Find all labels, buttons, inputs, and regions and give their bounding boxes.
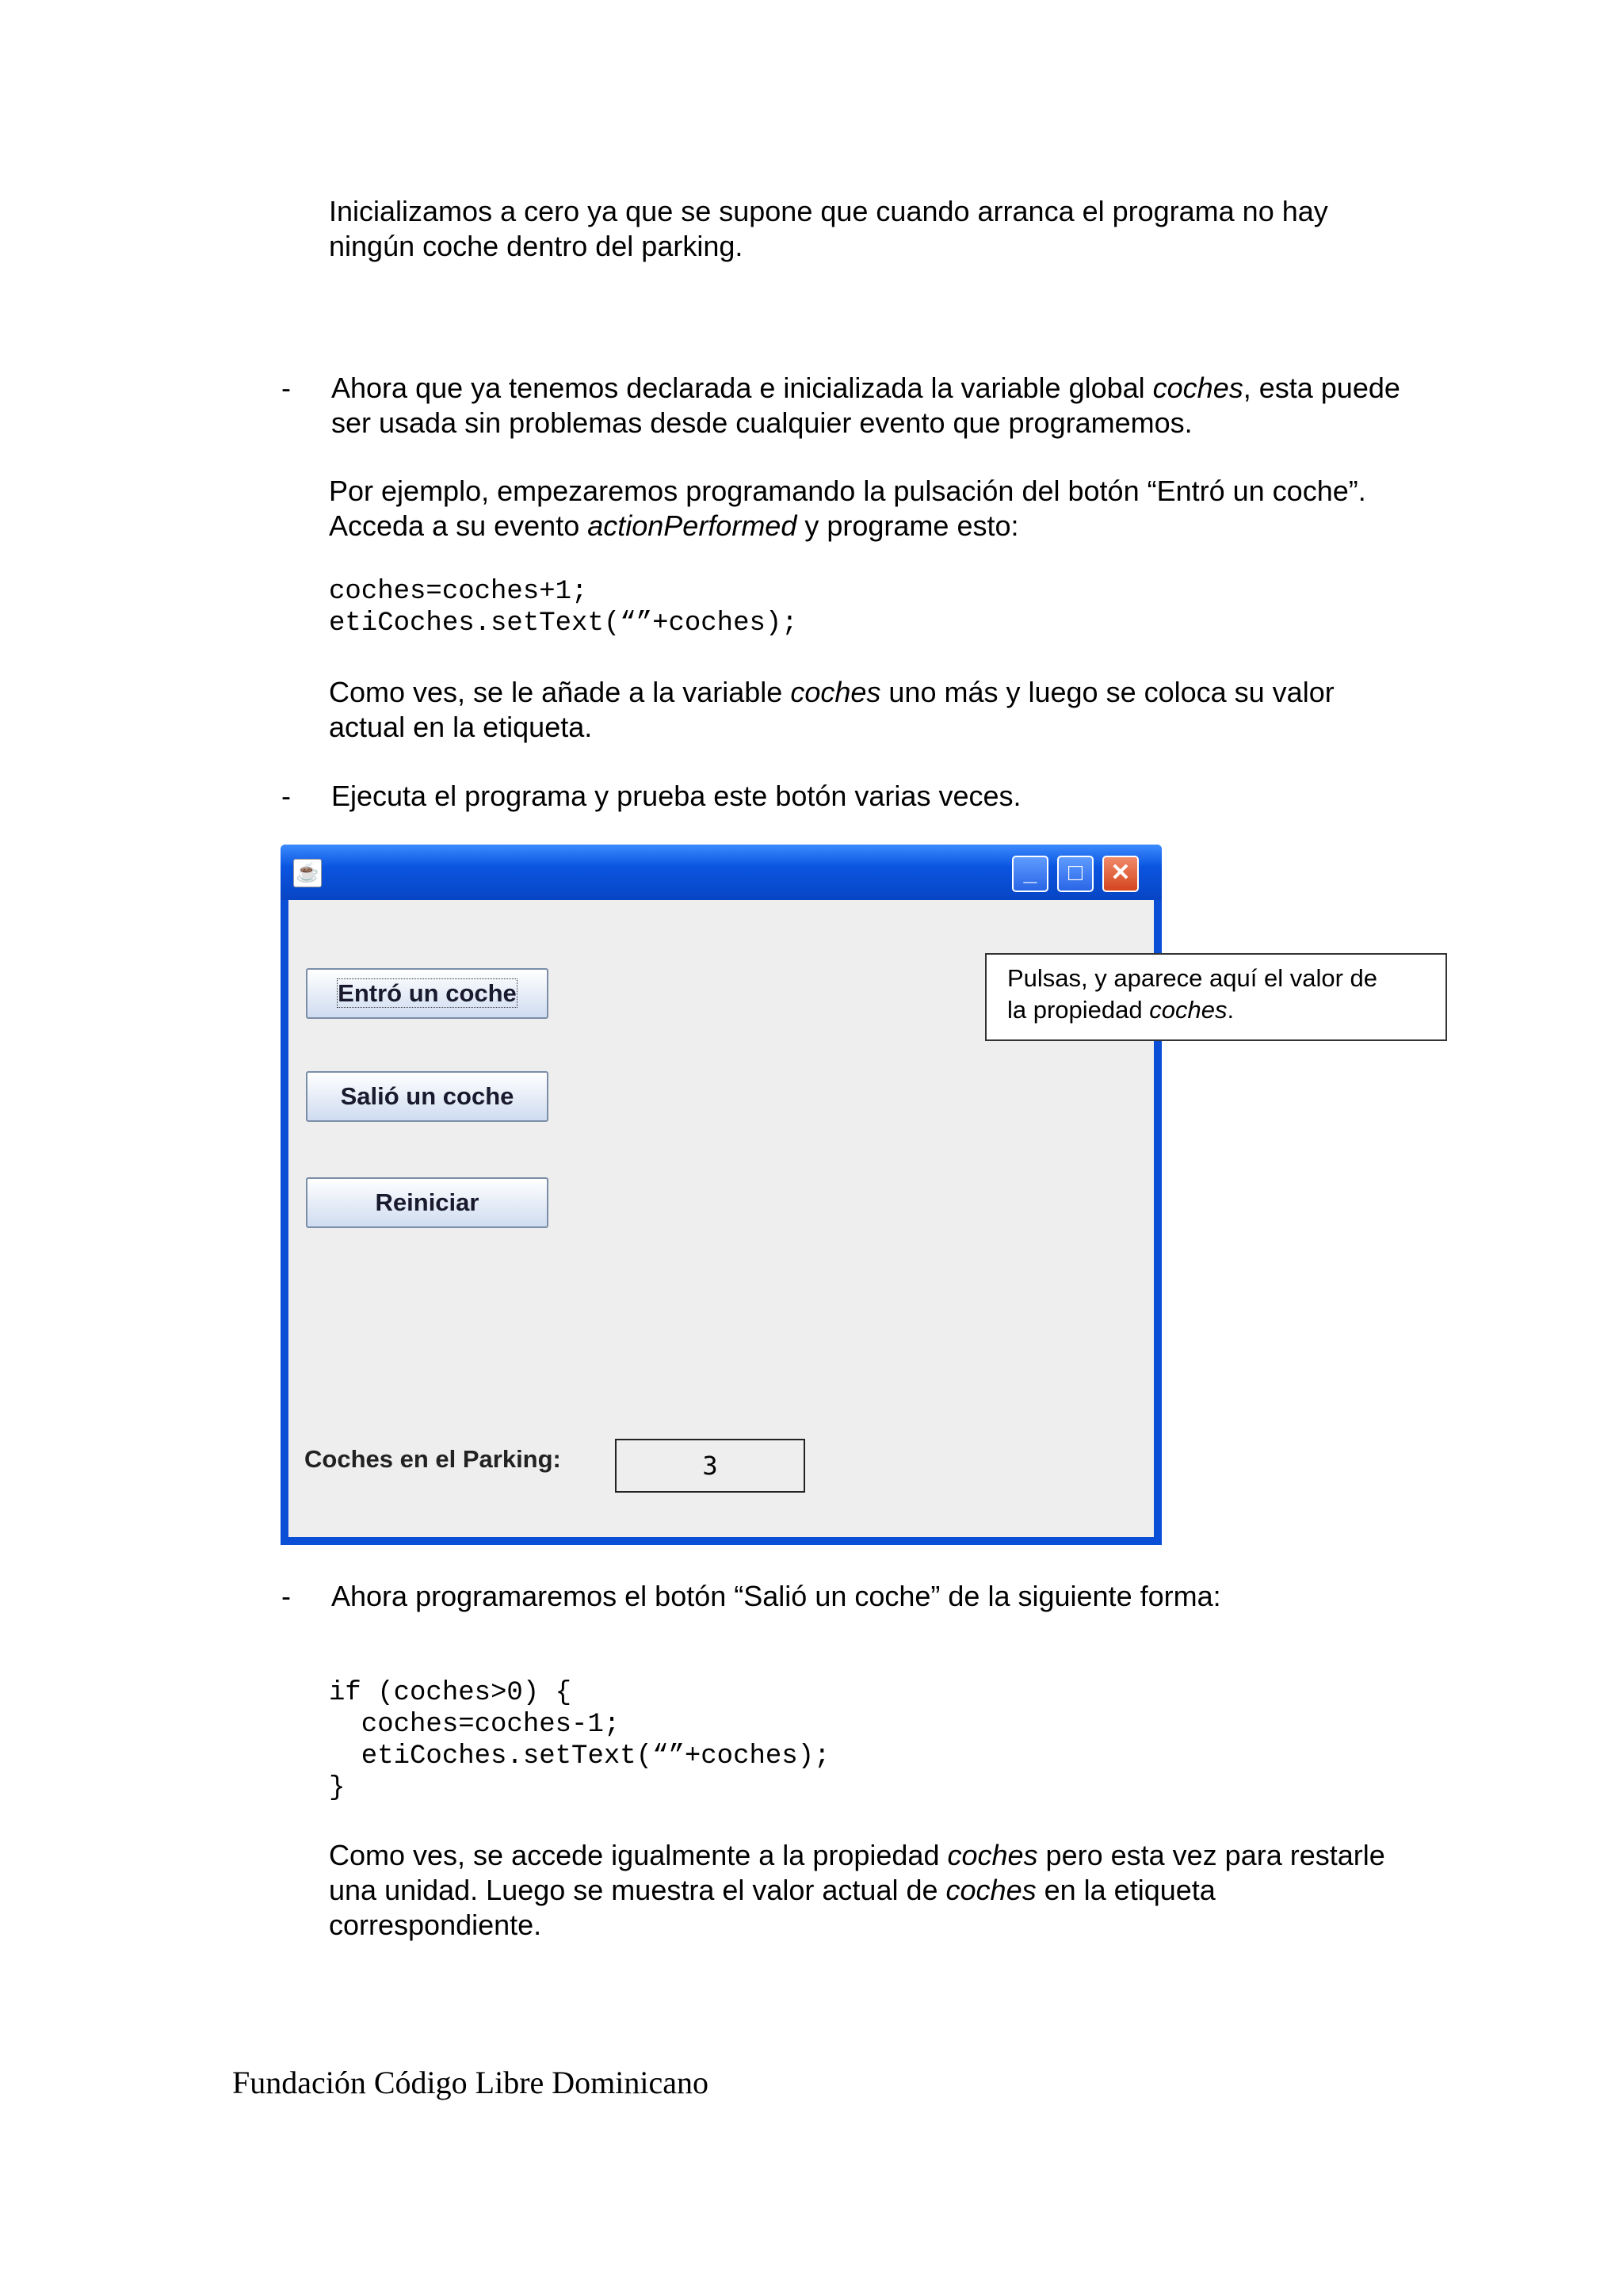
java-icon: ☕ [293, 859, 322, 887]
expl-1-line-2: actual en la etiqueta. [329, 711, 593, 743]
maximize-icon[interactable]: □ [1057, 856, 1094, 892]
bullet-3-text: Ahora programaremos el botón “Salió un coche” de la siguiente forma: [331, 1580, 1221, 1612]
bullet-1-em: coches [1152, 372, 1243, 404]
paragraph-explanation-2 [329, 1838, 1470, 1943]
code-2-line-3: etiCoches.setText(“”+coches); [329, 1741, 831, 1772]
code-block-1 [329, 576, 798, 639]
code-2-line-2: coches=coches-1; [329, 1710, 621, 1740]
expl-1-a: Como ves, se le añade a la variable [329, 676, 791, 708]
coches-value: 3 [615, 1439, 805, 1493]
bullet-2-text: Ejecuta el programa y prueba este botón varias veces. [331, 780, 1022, 812]
reiniciar-label: Reiniciar [375, 1188, 479, 1216]
page-footer: Fundación Código Libre Dominicano [232, 2065, 709, 2100]
example-line-2a: Acceda a su evento [329, 509, 588, 542]
expl-2-line-3: correspondiente. [329, 1909, 542, 1941]
expl-1-b: uno más y luego se coloca su valor [880, 676, 1335, 708]
bullet-dash-2: - [281, 780, 291, 812]
code-1-line-1: coches=coches+1; [329, 577, 588, 607]
bullet-1-text-a: Ahora que ya tenemos declarada e inicializada la variable global [331, 372, 1153, 404]
example-line-2b: y programe esto: [796, 509, 1019, 542]
expl-2-b: pero esta vez para restarle [1037, 1839, 1385, 1871]
close-icon[interactable]: ✕ [1102, 856, 1139, 892]
coches-label: Coches en el Parking: [304, 1445, 561, 1473]
minimize-icon[interactable]: _ [1012, 856, 1048, 892]
reiniciar-button[interactable] [306, 1177, 548, 1228]
expl-2-em: coches [947, 1839, 1038, 1871]
expl-2-line-2a: una unidad. Luego se muestra el valor actual de [329, 1874, 946, 1906]
intro-line-1: Inicializamos a cero ya que se supone que cuando arranca el programa no hay [329, 195, 1328, 227]
intro-line-2: ningún coche dentro del parking. [329, 230, 743, 262]
bullet-dash-1: - [281, 372, 291, 404]
callout-note [985, 953, 1447, 1041]
expl-2-a: Como ves, se accede igualmente a la propiedad [329, 1839, 948, 1871]
callout-line-2a: la propiedad [1007, 996, 1150, 1024]
intro-paragraph [329, 194, 1470, 264]
expl-2-em-2: coches [945, 1874, 1037, 1906]
bullet-dash-3: - [281, 1580, 291, 1612]
paragraph-example [329, 474, 1470, 543]
bullet-1-line-2: ser usada sin problemas desde cualquier evento que programemos. [331, 406, 1193, 439]
example-line-1: Por ejemplo, empezaremos programando la pulsación del botón “Entró un coche”. [329, 475, 1366, 507]
example-em: actionPerformed [587, 509, 797, 542]
callout-line-1: Pulsas, y aparece aquí el valor de [1007, 964, 1377, 992]
callout-em: coches [1149, 996, 1228, 1024]
bullet-1-text-b: , esta puede [1243, 372, 1400, 404]
paragraph-explanation-1 [329, 675, 1470, 745]
code-2-line-1: if (coches>0) { [329, 1678, 572, 1708]
salio-coche-button[interactable] [306, 1071, 548, 1122]
code-1-line-2: etiCoches.setText(“”+coches); [329, 608, 798, 639]
expl-2-line-2b: en la etiqueta [1036, 1874, 1216, 1906]
code-block-2 [329, 1677, 831, 1804]
entro-coche-label: Entró un coche [338, 979, 517, 1007]
salio-coche-label: Salió un coche [340, 1082, 514, 1110]
callout-line-2b: . [1227, 996, 1235, 1024]
window-titlebar [281, 845, 1162, 900]
entro-coche-button[interactable] [306, 968, 548, 1019]
expl-1-em: coches [790, 676, 881, 708]
bullet-1-paragraph [331, 371, 1472, 441]
code-2-line-4: } [329, 1773, 346, 1803]
java-window [281, 845, 1162, 1545]
